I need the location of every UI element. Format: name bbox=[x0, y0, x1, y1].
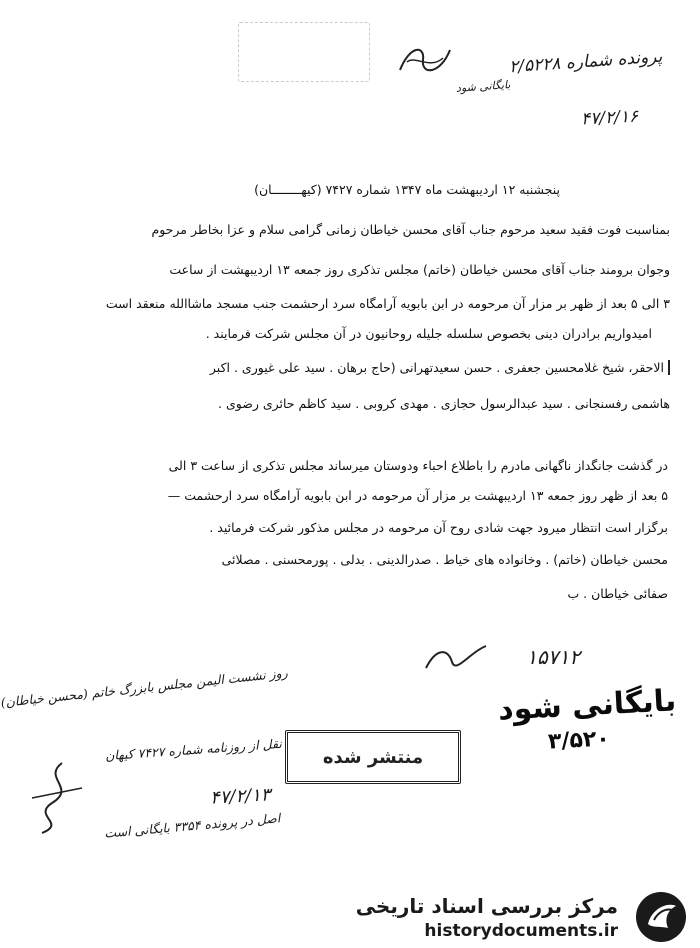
archive-stamp: بایگانی شود bbox=[496, 683, 677, 728]
notice1-line1: بمناسبت فوت فقید سعید مرحوم جناب آقای محسن خیاطان زمانی گرامی سلام و عزا بخاطر مرحوم bbox=[151, 222, 670, 237]
hw-left2: نقل از روزنامه شماره ۷۴۲۷ کیهان bbox=[104, 735, 283, 764]
signature-scribble-mid bbox=[422, 640, 492, 676]
notice2-line3: برگزار است انتظار میرود جهت شادی روح آن مرحومه در مجلس مذکور شرکت فرمائید . bbox=[209, 520, 668, 535]
faint-box bbox=[238, 22, 370, 82]
notice1-line5: الاحقر، شیخ غلامحسین جعفری . حسن سعیدتهرانی (حاج برهان . سید علی غیوری . اکبر bbox=[210, 360, 670, 375]
watermark-url: historydocuments.ir bbox=[424, 921, 618, 941]
watermark-title: مرکز بررسی اسناد تاریخی bbox=[355, 894, 618, 918]
notice1-line2: وجوان برومند جناب آقای محسن خیاطان (خاتم) مجلس تذکری روز جمعه ۱۳ اردیبهشت از ساعت bbox=[169, 262, 670, 277]
notice2-line2: ۵ بعد از ظهر روز جمعه ۱۳ اردیبهشت بر مزار آن مرحومه در ابن بابویه آرامگاه سرد ارحشمت — bbox=[167, 488, 668, 503]
notice1-line6: هاشمی رفسنجانی . سید عبدالرسول حجازی . مهدی کروبی . سید کاظم حائری رضوی . bbox=[218, 396, 670, 411]
notice1-line3: ۳ الی ۵ بعد از ظهر بر مزار آن مرحومه در ابن بابویه آرامگاه سرد ارحشمت جنب مسجد ماشاالله منعقد است bbox=[105, 296, 670, 311]
notice1-line4: امیدواریم برادران دینی بخصوص سلسله جلیله روحانیون در آن مجلس شرکت فرمایند . bbox=[205, 326, 652, 341]
newspaper-reference: پنجشنبه ۱۲ اردیبهشت ماه ۱۳۴۷ شماره ۷۴۲۷ (کیهــــــــان) bbox=[254, 182, 560, 197]
hw-left4: اصل در پرونده ۳۳۵۴ بایگانی است bbox=[103, 810, 281, 841]
hw-left1: روز نشست الیمن مجلس بابزرگ خاتم (محسن خیاطان) bbox=[0, 664, 288, 711]
archive-logo-icon bbox=[634, 890, 688, 944]
header-date: ۴۷/۲/۱۶ bbox=[580, 106, 639, 130]
notice2-line5: صفائی خیاطان . ب bbox=[567, 586, 668, 601]
notice2-line1: در گذشت جانگداز ناگهانی مادرم را باطلاع احباء ودوستان میرساند مجلس تذکری از ساعت ۳ الی bbox=[168, 458, 668, 473]
published-stamp: منتشر شده bbox=[285, 730, 461, 784]
notice2-line4: محسن خیاطان (خاتم) . وخانواده های خیاط . صدرالدینی . بدلی . پورمحسنی . مصلائی bbox=[221, 552, 668, 567]
signature-scribble-left bbox=[22, 758, 92, 838]
file-reference: پرونده شماره ۲/۵۲۲۸ bbox=[508, 46, 663, 78]
watermark bbox=[0, 886, 700, 948]
code-line: ۱۵۷۱۲ bbox=[526, 645, 580, 669]
hw-left3: ۴۷/۲/۱۳ bbox=[209, 784, 271, 809]
signature-scribble-top bbox=[395, 40, 455, 80]
header-note: بایگانی شود bbox=[455, 78, 511, 95]
archive-number: ۳/۵۲۰ bbox=[547, 726, 611, 755]
